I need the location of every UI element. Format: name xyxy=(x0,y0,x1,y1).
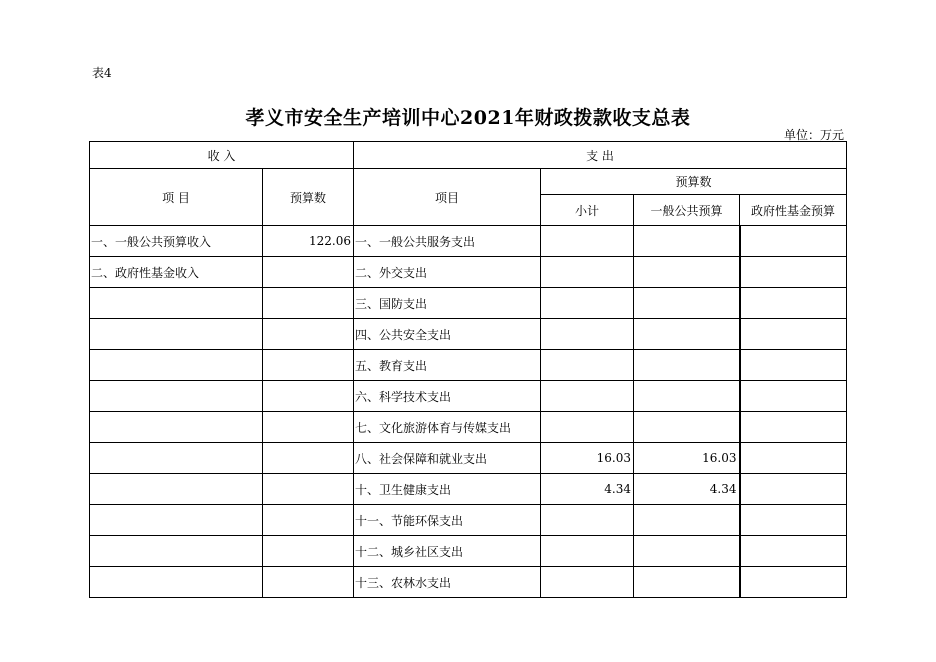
subtotal-cell xyxy=(541,319,634,350)
table-row xyxy=(90,536,847,567)
expense-budget-header: 预算数 xyxy=(541,169,847,195)
table-row xyxy=(90,319,847,350)
subtotal-cell xyxy=(541,567,634,598)
expense-item-cell: 四、公共安全支出 xyxy=(354,319,541,350)
general-budget-cell xyxy=(634,226,740,257)
income-budget-cell xyxy=(263,257,354,288)
table-row xyxy=(90,474,847,505)
income-item-cell xyxy=(90,474,263,505)
income-item-cell xyxy=(90,412,263,443)
fund-budget-cell xyxy=(740,443,847,474)
income-budget-cell xyxy=(263,505,354,536)
general-budget-cell xyxy=(634,505,740,536)
income-item-cell xyxy=(90,567,263,598)
income-budget-cell xyxy=(263,350,354,381)
expense-item-cell: 五、教育支出 xyxy=(354,350,541,381)
table-row xyxy=(90,443,847,474)
subtotal-cell xyxy=(541,412,634,443)
subtotal-cell: 16.03 xyxy=(541,443,634,474)
subtotal-cell xyxy=(541,536,634,567)
income-item-cell: 一、一般公共预算收入 xyxy=(90,226,263,257)
table-row xyxy=(90,226,847,257)
fund-budget-cell xyxy=(740,567,847,598)
unit-label: 单位：万元 xyxy=(783,128,844,142)
expense-item-cell: 十二、城乡社区支出 xyxy=(354,536,541,567)
expense-item-cell: 十一、节能环保支出 xyxy=(354,505,541,536)
general-budget-cell xyxy=(634,412,740,443)
table-row xyxy=(90,257,847,288)
fund-budget-cell xyxy=(740,505,847,536)
header-row-group xyxy=(90,142,847,169)
subtotal-cell xyxy=(541,350,634,381)
general-budget-cell: 4.34 xyxy=(634,474,740,505)
income-item-cell xyxy=(90,505,263,536)
fund-budget-cell xyxy=(740,381,847,412)
general-budget-cell xyxy=(634,536,740,567)
income-group-header: 收 入 xyxy=(90,142,354,169)
general-budget-cell xyxy=(634,257,740,288)
income-budget-cell xyxy=(263,288,354,319)
income-budget-cell: 122.06 xyxy=(263,226,354,257)
fund-budget-cell xyxy=(740,350,847,381)
income-item-cell xyxy=(90,288,263,319)
income-item-header: 项 目 xyxy=(90,169,263,226)
table-row xyxy=(90,350,847,381)
fund-budget-cell xyxy=(740,412,847,443)
subtotal-cell xyxy=(541,288,634,319)
income-item-cell xyxy=(90,319,263,350)
table-row xyxy=(90,381,847,412)
general-budget-cell: 16.03 xyxy=(634,443,740,474)
table-row xyxy=(90,505,847,536)
header-row-sub xyxy=(90,169,847,195)
expense-item-cell: 十、卫生健康支出 xyxy=(354,474,541,505)
fund-budget-header: 政府性基金预算 xyxy=(740,195,847,226)
income-budget-cell xyxy=(263,536,354,567)
fund-budget-cell xyxy=(740,474,847,505)
subtotal-cell: 4.34 xyxy=(541,474,634,505)
table-row xyxy=(90,288,847,319)
subtotal-header: 小计 xyxy=(541,195,634,226)
table-row xyxy=(90,567,847,598)
fund-budget-cell xyxy=(740,319,847,350)
general-budget-header: 一般公共预算 xyxy=(634,195,740,226)
income-budget-header: 预算数 xyxy=(263,169,354,226)
expense-group-header: 支 出 xyxy=(354,142,847,169)
income-item-cell xyxy=(90,443,263,474)
income-budget-cell xyxy=(263,567,354,598)
subtotal-cell xyxy=(541,226,634,257)
expense-item-cell: 二、外交支出 xyxy=(354,257,541,288)
expense-item-header: 项目 xyxy=(354,169,541,226)
table-tag: 表4 xyxy=(92,66,112,80)
general-budget-cell xyxy=(634,288,740,319)
expense-item-cell: 七、文化旅游体育与传媒支出 xyxy=(354,412,541,443)
fund-budget-cell xyxy=(740,288,847,319)
expense-item-cell: 八、社会保障和就业支出 xyxy=(354,443,541,474)
subtotal-cell xyxy=(541,257,634,288)
fund-budget-cell xyxy=(740,536,847,567)
expense-item-cell: 三、国防支出 xyxy=(354,288,541,319)
income-item-cell xyxy=(90,350,263,381)
income-budget-cell xyxy=(263,319,354,350)
expense-item-cell: 十三、农林水支出 xyxy=(354,567,541,598)
expense-item-cell: 六、科学技术支出 xyxy=(354,381,541,412)
table-row xyxy=(90,412,847,443)
subtotal-cell xyxy=(541,505,634,536)
page-title: 孝义市安全生产培训中心2021年财政拨款收支总表 xyxy=(245,107,691,129)
income-budget-cell xyxy=(263,474,354,505)
income-item-cell xyxy=(90,381,263,412)
general-budget-cell xyxy=(634,567,740,598)
general-budget-cell xyxy=(634,319,740,350)
income-item-cell xyxy=(90,536,263,567)
income-item-cell: 二、政府性基金收入 xyxy=(90,257,263,288)
income-budget-cell xyxy=(263,412,354,443)
subtotal-cell xyxy=(541,381,634,412)
fund-budget-cell xyxy=(740,257,847,288)
fund-budget-cell xyxy=(740,226,847,257)
general-budget-cell xyxy=(634,350,740,381)
general-budget-cell xyxy=(634,381,740,412)
income-budget-cell xyxy=(263,443,354,474)
budget-table xyxy=(89,141,847,598)
income-budget-cell xyxy=(263,381,354,412)
expense-item-cell: 一、一般公共服务支出 xyxy=(354,226,541,257)
